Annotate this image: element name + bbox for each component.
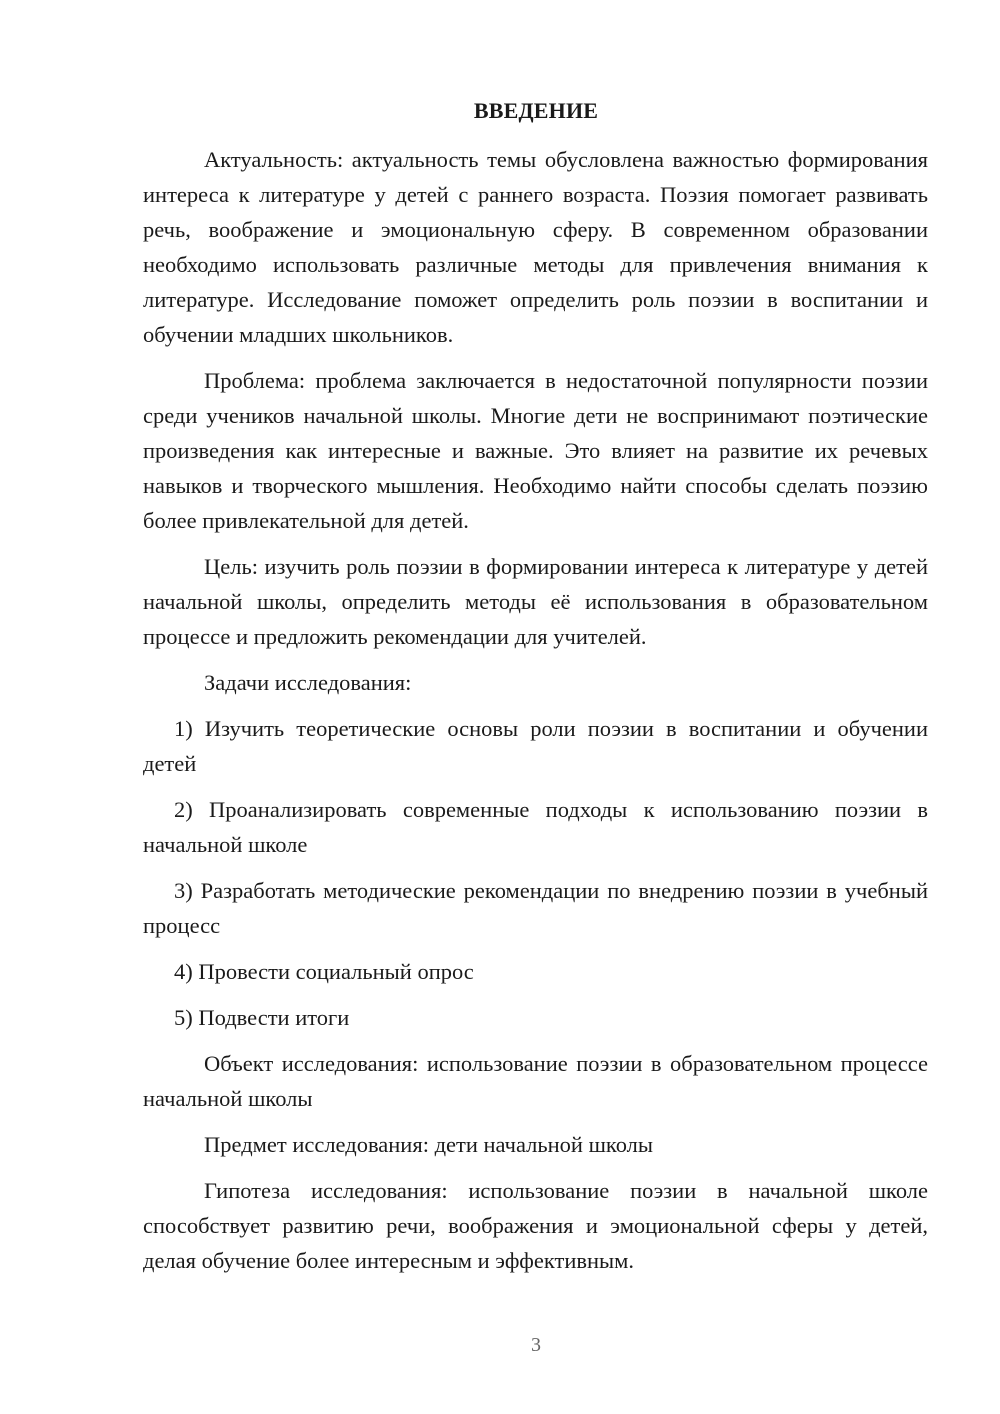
subject-paragraph: Предмет исследования: дети начальной школы xyxy=(204,1132,653,1157)
task-item: 3) Разработать методические рекомендации по внедрению поэзии в учебный процесс xyxy=(143,878,928,938)
hypothesis-paragraph: Гипотеза исследования: использование поэзии в начальной школе способствует развитию речи, воображения и эмоциональной сферы у детей, делая обучение более интересным и эффективным. xyxy=(143,1178,928,1273)
document-body xyxy=(143,142,928,1289)
section-title: ВВЕДЕНИЕ xyxy=(473,98,599,123)
relevance-paragraph: Актуальность: актуальность темы обусловлена важностью формирования интереса к литературе у детей с раннего возраста. Поэзия помогает развивать речь, воображение и эмоциональную сферу. В современном образовании необходимо использовать различные методы для привлечения внимания к литературе. Исследование поможет определить роль поэзии в воспитании и обучении младших школьников. xyxy=(143,147,928,347)
tasks-heading: Задачи исследования: xyxy=(204,670,412,695)
problem-paragraph: Проблема: проблема заключается в недостаточной популярности поэзии среди учеников начальной школы. Многие дети не воспринимают поэтические произведения как интересные и важные. Это влияет на развитие их речевых навыков и творческого мышления. Необходимо найти способы сделать поэзию более привлекательной для детей. xyxy=(143,368,928,533)
task-item: 5) Подвести итоги xyxy=(174,1005,350,1030)
object-paragraph: Объект исследования: использование поэзии в образовательном процессе начальной школы xyxy=(143,1051,928,1111)
task-item: 1) Изучить теоретические основы роли поэзии в воспитании и обучении детей xyxy=(143,716,928,776)
task-item: 4) Провести социальный опрос xyxy=(174,959,474,984)
page-number: 3 xyxy=(531,1334,541,1356)
task-item: 2) Проанализировать современные подходы к использованию поэзии в начальной школе xyxy=(143,797,928,857)
goal-paragraph: Цель: изучить роль поэзии в формировании интереса к литературе у детей начальной школы, определить методы её использования в образовательном процессе и предложить рекомендации для учителей. xyxy=(143,554,928,649)
